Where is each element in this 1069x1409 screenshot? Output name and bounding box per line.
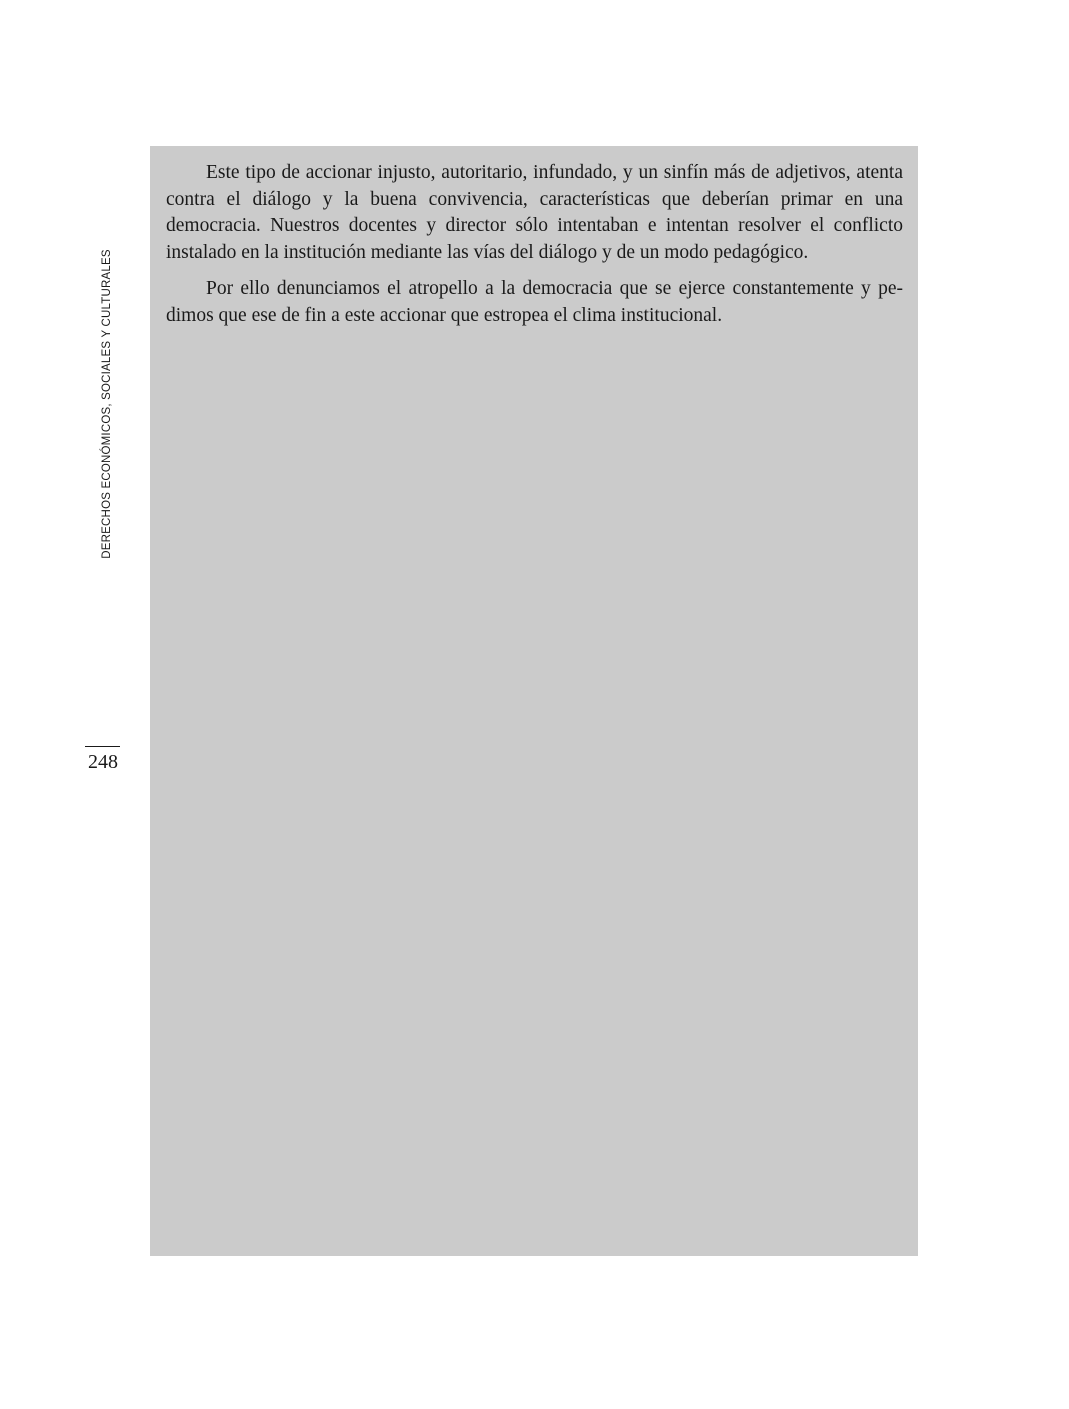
page-number: 248	[88, 751, 118, 773]
running-head: DERECHOS ECONÓMICOS, SOCIALES Y CULTURALES	[101, 249, 113, 559]
paragraph: Por ello denunciamos el atropello a la democracia que se ejerce constantemente y pedimos que ese de fin a este accionar que estropea el clima institucional.	[166, 278, 903, 326]
paragraph: Este tipo de accionar injusto, autoritario, infundado, y un sinfín más de adjetivos, atenta contra el diálogo y la buena convivencia, características que deberían primar en una democracia. Nuestros docentes y director sólo intentaban e intentan resolver el conflicto instalado en la institución mediante las vías del diálogo y de un modo pedagógico.	[166, 162, 903, 263]
body-text	[166, 160, 903, 339]
page-number-rule	[85, 746, 120, 747]
